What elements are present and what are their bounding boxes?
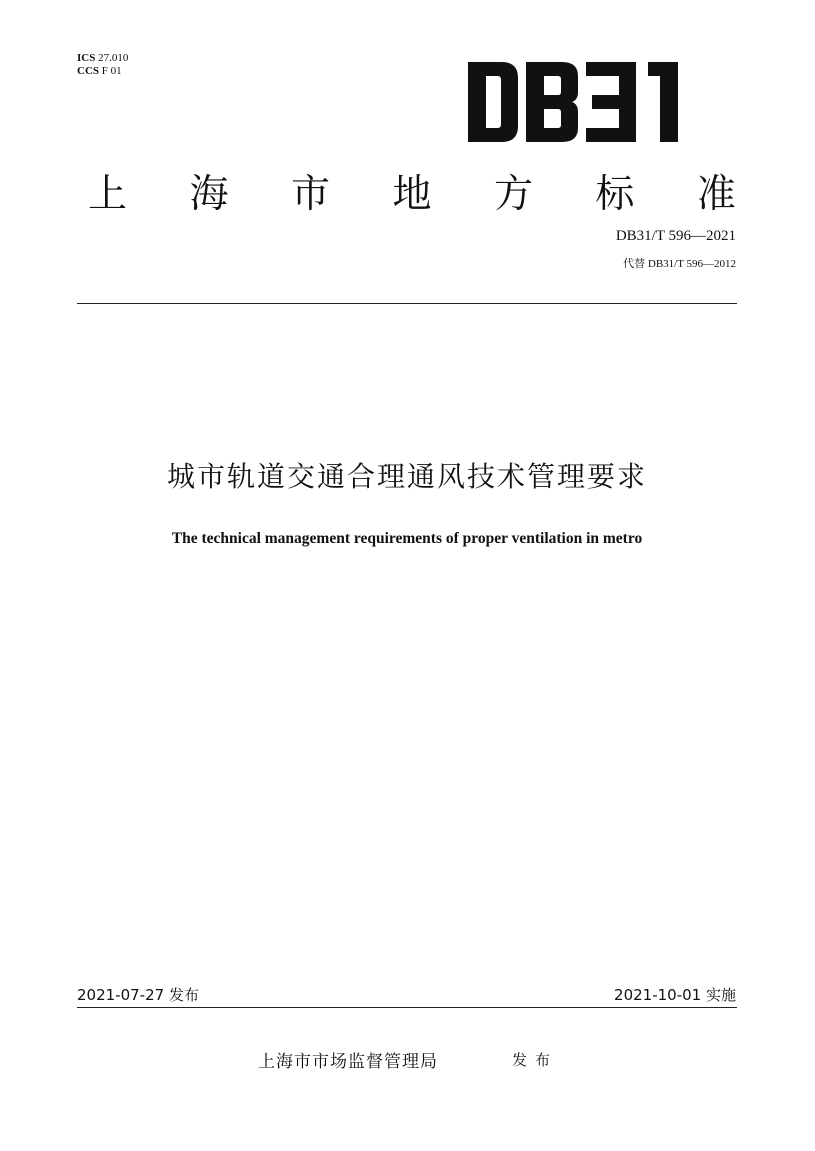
issue-action: 发布 xyxy=(512,1051,559,1069)
category-char: 方 xyxy=(493,172,533,217)
category-char: 准 xyxy=(696,172,736,217)
bottom-divider xyxy=(77,1007,737,1008)
replaced-standard: 代替 DB31/T 596—2012 xyxy=(623,258,736,270)
ics-label: ICS xyxy=(77,52,96,64)
category-char: 地 xyxy=(392,172,432,217)
implement-date: 2021-10-01 实施 xyxy=(614,986,736,1004)
ics-value: 27.010 xyxy=(98,52,129,64)
category-char: 海 xyxy=(189,172,229,217)
category-char: 市 xyxy=(290,172,330,217)
classification-codes xyxy=(77,52,128,78)
ics-line xyxy=(77,52,128,65)
top-divider xyxy=(77,303,737,304)
logo-digit-3 xyxy=(586,62,636,142)
logo-letter-d xyxy=(468,62,518,142)
db31-logo xyxy=(468,62,694,142)
publish-date: 2021-07-27 发布 xyxy=(77,986,199,1004)
logo-letter-b xyxy=(526,62,578,142)
issuing-authority: 上海市市场监督管理局 xyxy=(258,1052,438,1072)
ccs-value: F 01 xyxy=(101,65,122,77)
standard-category xyxy=(88,163,736,219)
ccs-line xyxy=(77,65,128,78)
category-char: 上 xyxy=(88,172,128,217)
logo-digit-1 xyxy=(648,62,678,142)
document-title-english: The technical management requirements of proper ventilation in metro xyxy=(171,530,643,547)
standard-number: DB31/T 596—2021 xyxy=(615,228,736,244)
ccs-label: CCS xyxy=(77,65,100,77)
document-title: 城市轨道交通合理通风技术管理要求 xyxy=(166,460,647,493)
category-char: 标 xyxy=(595,172,635,217)
